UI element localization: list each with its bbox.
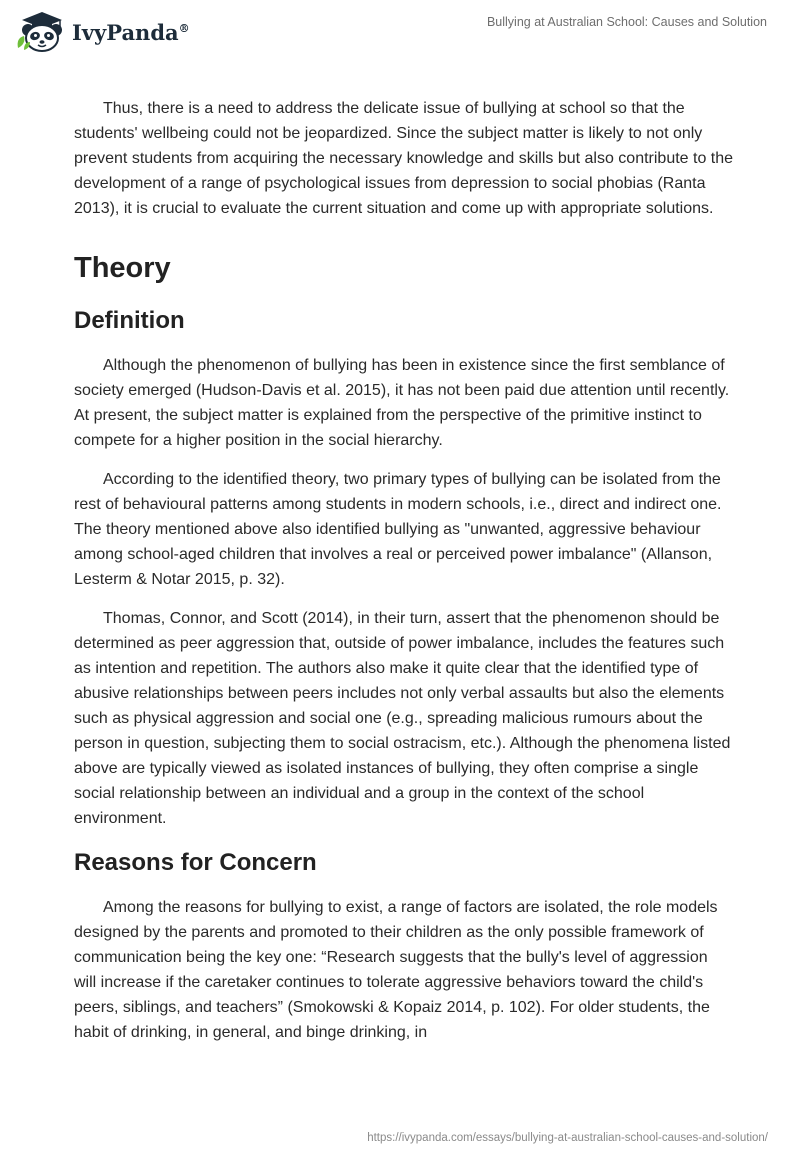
panda-graduate-icon (14, 8, 70, 54)
essay-content (74, 96, 734, 1059)
theory-heading: Theory (74, 252, 171, 284)
concern-heading: Reasons for Concern (74, 849, 317, 876)
source-url[interactable]: https://ivypanda.com/essays/bullying-at-australian-school-causes-and-solution/ (367, 1132, 768, 1144)
ivypanda-logo[interactable] (14, 8, 190, 54)
brand-name: IvyPanda® (72, 19, 190, 45)
intro-paragraph: Thus, there is a need to address the delicate issue of bullying at school so that the students' wellbeing could not be jeopardized. Since the subject matter is likely to not only prevent students from acquiring the necessary knowledge and skills but also contribute to the development of a range of psychological issues from depression to social phobias (Ranta 2013), it is crucial to evaluate the current situation and come up with appropriate solutions. (74, 100, 734, 217)
definition-paragraph: Although the phenomenon of bullying has been in existence since the first semblance of society emerged (Hudson-Davis et al. 2015), it has not been paid due attention until recently. At present, the subject matter is explained from the perspective of the primitive instinct to compete for a higher position in the social hierarchy. (74, 357, 730, 449)
document-title: Bullying at Australian School: Causes and Solution (486, 15, 767, 29)
definition-paragraph: According to the identified theory, two primary types of bullying can be isolated from the rest of behavioural patterns among students in modern schools, i.e., direct and indirect one. The theory mentioned above also identified bullying as "unwanted, aggressive behaviour among school-aged children that involves a real or perceived power imbalance" (Allanson, Lesterm & Notar 2015, p. 32). (74, 471, 722, 588)
concern-paragraph: Among the reasons for bullying to exist, a range of factors are isolated, the role models designed by the parents and promoted to their children as the only possible framework of communication being the key one: “Research suggests that the bully's level of aggression will increase if the caretaker continues to tolerate aggressive behaviors toward the child's peers, siblings, and teachers” (Smokowski & Kopaiz 2014, p. 102). For older students, the habit of drinking, in general, and binge drinking, in (74, 899, 718, 1041)
definition-heading: Definition (74, 307, 185, 334)
page-header (0, 0, 800, 60)
definition-paragraph: Thomas, Connor, and Scott (2014), in their turn, assert that the phenomenon should be determined as peer aggression that, outside of power imbalance, includes the features such as intention and repetition. The authors also make it quite clear that the identified type of abusive relationships between peers includes not only verbal assaults but also the elements such as physical aggression and social one (e.g., spreading malicious rumours about the person in question, subjecting them to social ostracism, etc.). Although the phenomena listed above are typically viewed as isolated instances of bullying, they often comprise a single social relationship between an individual and a group in the context of the school environment. (74, 610, 731, 827)
